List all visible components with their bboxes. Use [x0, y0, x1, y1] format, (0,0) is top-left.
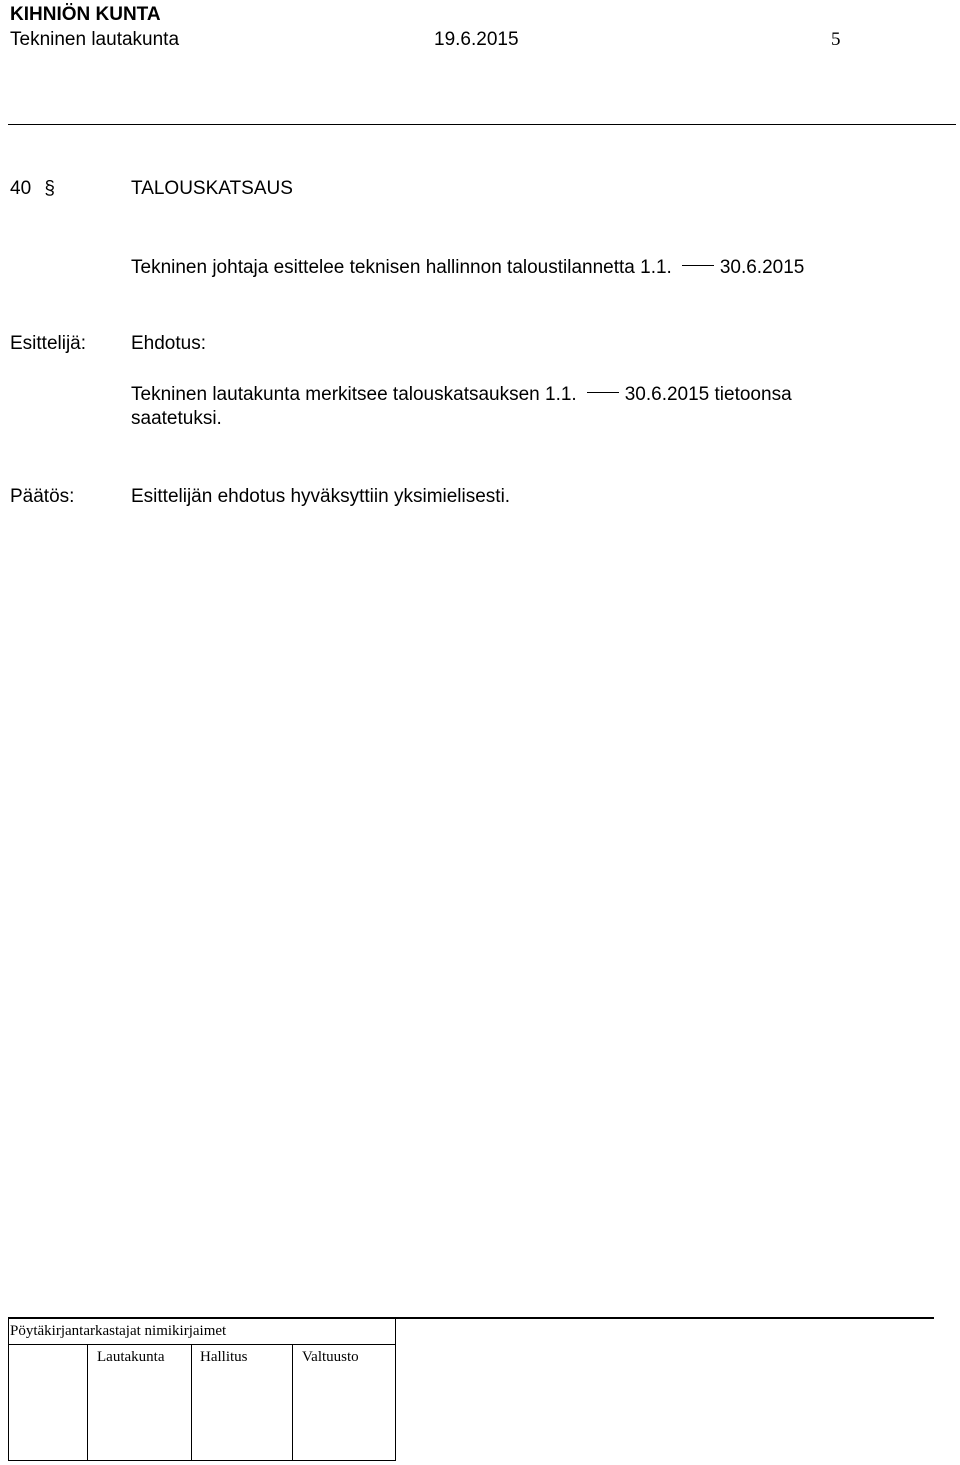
intro-paragraph — [131, 257, 804, 279]
presenter-label: Esittelijä: — [10, 333, 87, 354]
item-number-value: 40 — [10, 178, 32, 199]
signature-title: Pöytäkirjantarkastajat nimikirjaimet — [10, 1323, 227, 1339]
page-number: 5 — [831, 29, 841, 50]
proposal-heading: Ehdotus: — [131, 333, 206, 354]
signature-column-divider — [292, 1345, 293, 1461]
header-divider — [8, 124, 956, 125]
decision-label: Päätös: — [10, 486, 75, 507]
intro-text: Tekninen johtaja esittelee teknisen hallinnon taloustilannetta 1.1. — [131, 257, 672, 278]
proposal-line-1 — [131, 384, 792, 406]
signature-title-divider — [8, 1344, 396, 1345]
municipality-name: KIHNIÖN KUNTA — [10, 4, 161, 25]
signature-column-hallitus: Hallitus — [200, 1349, 248, 1365]
proposal-text-end: 30.6.2015 tietoonsa — [624, 384, 792, 405]
signature-column-lautakunta: Lautakunta — [97, 1349, 165, 1365]
meeting-date: 19.6.2015 — [434, 29, 519, 50]
signature-column-divider — [87, 1345, 88, 1461]
item-number — [10, 178, 55, 200]
proposal-text: Tekninen lautakunta merkitsee talouskatsauksen 1.1. — [131, 384, 577, 405]
signature-box — [8, 1319, 396, 1461]
decision-text: Esittelijän ehdotus hyväksyttiin yksimielisesti. — [131, 486, 511, 507]
en-dash — [587, 392, 619, 393]
board-name: Tekninen lautakunta — [10, 29, 180, 50]
section-sign: § — [44, 178, 55, 199]
intro-end-date: 30.6.2015 — [719, 257, 805, 278]
item-title: TALOUSKATSAUS — [131, 178, 293, 199]
signature-column-divider — [191, 1345, 192, 1461]
en-dash — [682, 265, 714, 266]
proposal-line-2: saatetuksi. — [131, 408, 222, 429]
signature-column-valtuusto: Valtuusto — [302, 1349, 359, 1365]
